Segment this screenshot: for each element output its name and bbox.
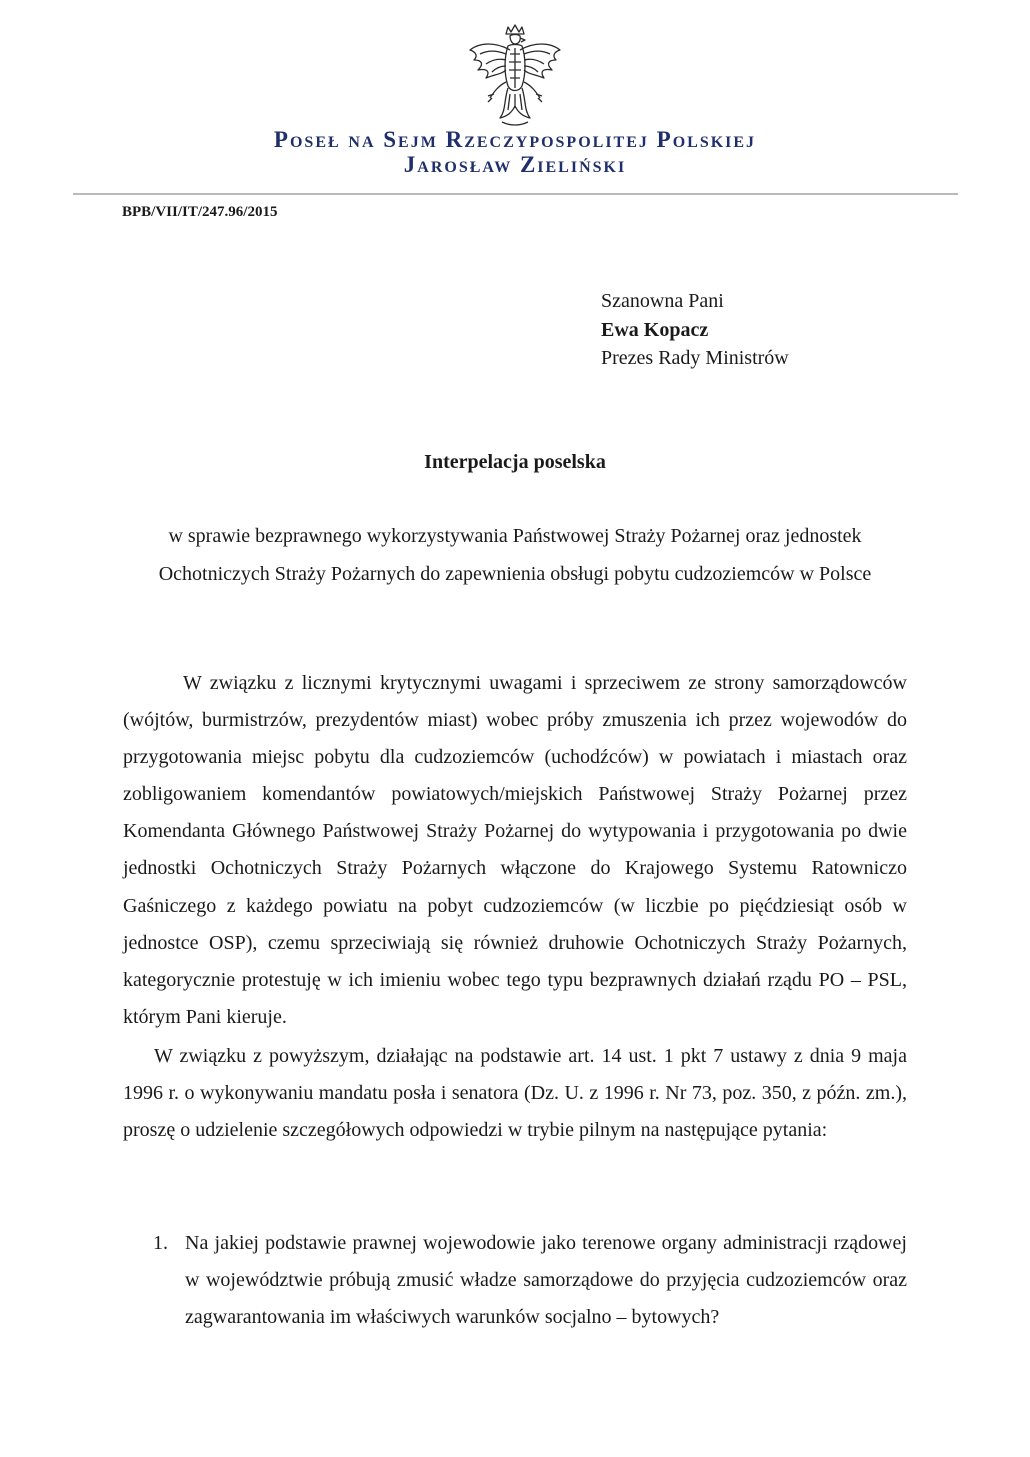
question-number: 1. <box>153 1232 168 1254</box>
header-name: Jarosław Zieliński <box>403 152 627 177</box>
addressee-name: Ewa Kopacz <box>601 319 709 341</box>
subject-line-2: Ochotniczych Straży Pożarnych do zapewnienia obsługi pobytu cudzoziemców w Polsce <box>158 563 872 585</box>
body-paragraph: W związku z powyższym, działając na podstawie art. 14 ust. 1 pkt 7 ustawy z dnia 9 maja 1996 r. o wykonywaniu mandatu posła i senatora (Dz. U. z 1996 r. Nr 73, poz. 350, z późn. zm.), proszę o udzielenie szczegółowych odpowiedzi w trybie pilnym na następujące pytania: <box>123 1045 907 1142</box>
header-title: Poseł na Sejm Rzeczypospolitej Polskiej <box>273 127 757 152</box>
subject-line-1: w sprawie bezprawnego wykorzystywania Państwowej Straży Pożarnej oraz jednostek <box>168 525 862 547</box>
addressee-position: Prezes Rady Ministrów <box>601 347 789 369</box>
reference-number: BPB/VII/IT/247.96/2015 <box>122 204 278 220</box>
addressee-salutation: Szanowna Pani <box>601 290 724 312</box>
polish-eagle-emblem <box>466 24 564 128</box>
body-paragraph: W związku z licznymi krytycznymi uwagami i sprzeciwem ze strony samorządowców (wójtów, burmistrzów, prezydentów miast) wobec próby zmuszenia ich przez wojewodów do przygotowania miejsc pobytu dla cudzoziemców (uchodźców) w powiatach i miastach oraz zobligowaniem komendantów powiatowych/miejskich Państwowej Straży Pożarnej przez Komendanta Głównego Państwowej Straży Pożarnej do wytypowania i przygotowania po dwie jednostki Ochotniczych Straży Pożarnych włączone do Krajowego Systemu Ratowniczo Gaśniczego z każdego powiatu na pobyt cudzoziemców (w liczbie po pięćdziesiąt osób w jednostce OSP), czemu sprzeciwiają się również druhowie Ochotniczych Straży Pożarnych, kategorycznie protestuję w ich imieniu wobec tego typu bezprawnych działań rządu PO – PSL, którym Pani kieruje. <box>123 672 907 1028</box>
header-divider <box>73 193 958 195</box>
question-text: Na jakiej podstawie prawnej wojewodowie jako terenowe organy administracji rządowej w województwie próbują zmusić władze samorządowe do przyjęcia cudzoziemców oraz zagwarantowania im właściwych warunków socjalno – bytowych? <box>185 1232 907 1329</box>
document-title: Interpelacja poselska <box>424 451 606 473</box>
